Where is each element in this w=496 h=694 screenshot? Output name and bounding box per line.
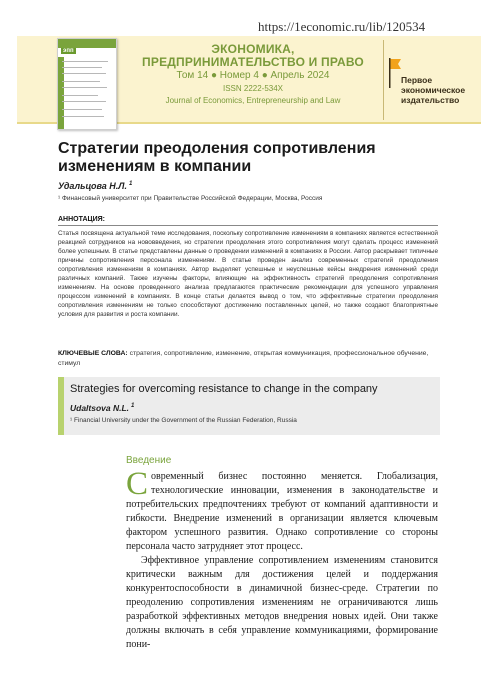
flag-icon (388, 58, 402, 93)
english-title: Strategies for overcoming resistance to change in the company (70, 383, 378, 395)
cover-text-line (62, 116, 104, 117)
author-affiliation: ¹ Финансовый университет при Правительстве Российской Федерации, Москва, Россия (58, 195, 323, 202)
article-author (58, 181, 132, 191)
journal-title-line2: ПРЕДПРИНИМАТЕЛЬСТВО И ПРАВО (142, 55, 364, 69)
cover-text-line (62, 81, 100, 82)
banner-divider (383, 40, 384, 120)
journal-issn: ISSN 2222-534X (222, 84, 284, 93)
journal-issue-meta: Том 14 ● Номер 4 ● Апрель 2024 (176, 70, 330, 81)
cover-text-line (62, 109, 102, 110)
publisher-line1: Первое (401, 75, 433, 85)
abstract-rule (58, 225, 438, 226)
keywords-label: КЛЮЧЕВЫЕ СЛОВА: (58, 350, 128, 357)
english-affiliation: ¹ Financial University under the Government of the Russian Federation, Russia (70, 417, 297, 424)
english-author-name: Udaltsova N.L. (70, 403, 130, 413)
cover-text-line (62, 87, 107, 88)
paragraph-1-text: овременный бизнес постоянно меняется. Глобализация, технологические инновации, изменения в законодательстве и потребительских предпочтениях требуют от компаний адаптивности и гибкости. Внедрение изменений в организации является ключевым фактором успешного развития. Однако сопротивление со стороны персонала часто затрудняет этот процесс. (126, 471, 438, 552)
cover-text-line (62, 61, 108, 62)
journal-cover-thumbnail (57, 38, 117, 130)
section-heading-introduction: Введение (126, 455, 172, 466)
abstract-heading: АННОТАЦИЯ: (58, 216, 106, 223)
body-paragraph-2: Эффективное управление сопротивлением изменениям становится критически важным для достижения целей и поддержания конкурентоспособности в динамичной бизнес-среде. Стратегии по преодолению сопротивления изменениям не ограничиваются лишь разработкой эффективных методов внедрения новых идей. Они также должны включать в себя управление коммуникациями, формирование пони- (126, 555, 438, 650)
abstract-text: Статья посвящена актуальной теме исследования, поскольку сопротивление изменениям в компаниях является естественной реакцией сотрудников на нововведения, но стратегии преодоления этого сопротивления могут сделать процесс изменений более успешным. В статье представлены данные о проведении изменений в компаниях в России. Автор раскрывает типичные причины сопротивления персонала изменениям. В статье проведен анализ современных стратегий преодоления сопротивления изменениям в компаниях. Автор выделяет успешные и неуспешные кейсы внедрения изменений среди различных компаний. Также изучены факторы, влияющие на эффективность стратегий преодоления сопротивления изменениям. На основе проведенного анализа предлагаются практические рекомендации для успешного управления процессом изменений в компаниях. В конце статьи делается вывод о том, что эффективные стратегии преодоления сопротивления изменениям не только способствуют достижению поставленных целей, но также создают благоприятные условия для развития и роста компании. (58, 230, 438, 318)
article-title: Стратегии преодоления сопротивления изменениям в компании (58, 140, 376, 175)
keywords-list: стратегия, сопротивление, изменение, открытая коммуникация, профессиональное обучение, стимул (58, 350, 429, 367)
english-author-superscript: 1 (131, 403, 135, 410)
cover-text-line (62, 73, 106, 74)
source-url[interactable]: https://1economic.ru/lib/120534 (258, 19, 426, 34)
cover-text-line (62, 67, 102, 68)
author-name: Удальцова Н.Л. (58, 181, 127, 191)
journal-title (128, 43, 378, 69)
english-author (70, 403, 134, 413)
body-text (126, 466, 438, 652)
publisher-name (401, 75, 481, 105)
publisher-line3: издательство (401, 95, 460, 105)
author-superscript: 1 (128, 181, 133, 187)
body-paragraph-1 (126, 466, 438, 554)
english-summary-stripe (58, 377, 64, 435)
keywords (58, 349, 438, 369)
cover-text-line (62, 95, 98, 96)
cover-top-band (58, 39, 116, 48)
cover-badge: эпп (63, 48, 74, 54)
cover-text-line (62, 101, 106, 102)
journal-title-english: Journal of Economics, Entrepreneurship and Law (165, 96, 341, 105)
drop-cap: С (126, 466, 149, 502)
journal-title-line1: ЭКОНОМИКА, (211, 42, 295, 56)
publisher-line2: экономическое (401, 85, 466, 95)
